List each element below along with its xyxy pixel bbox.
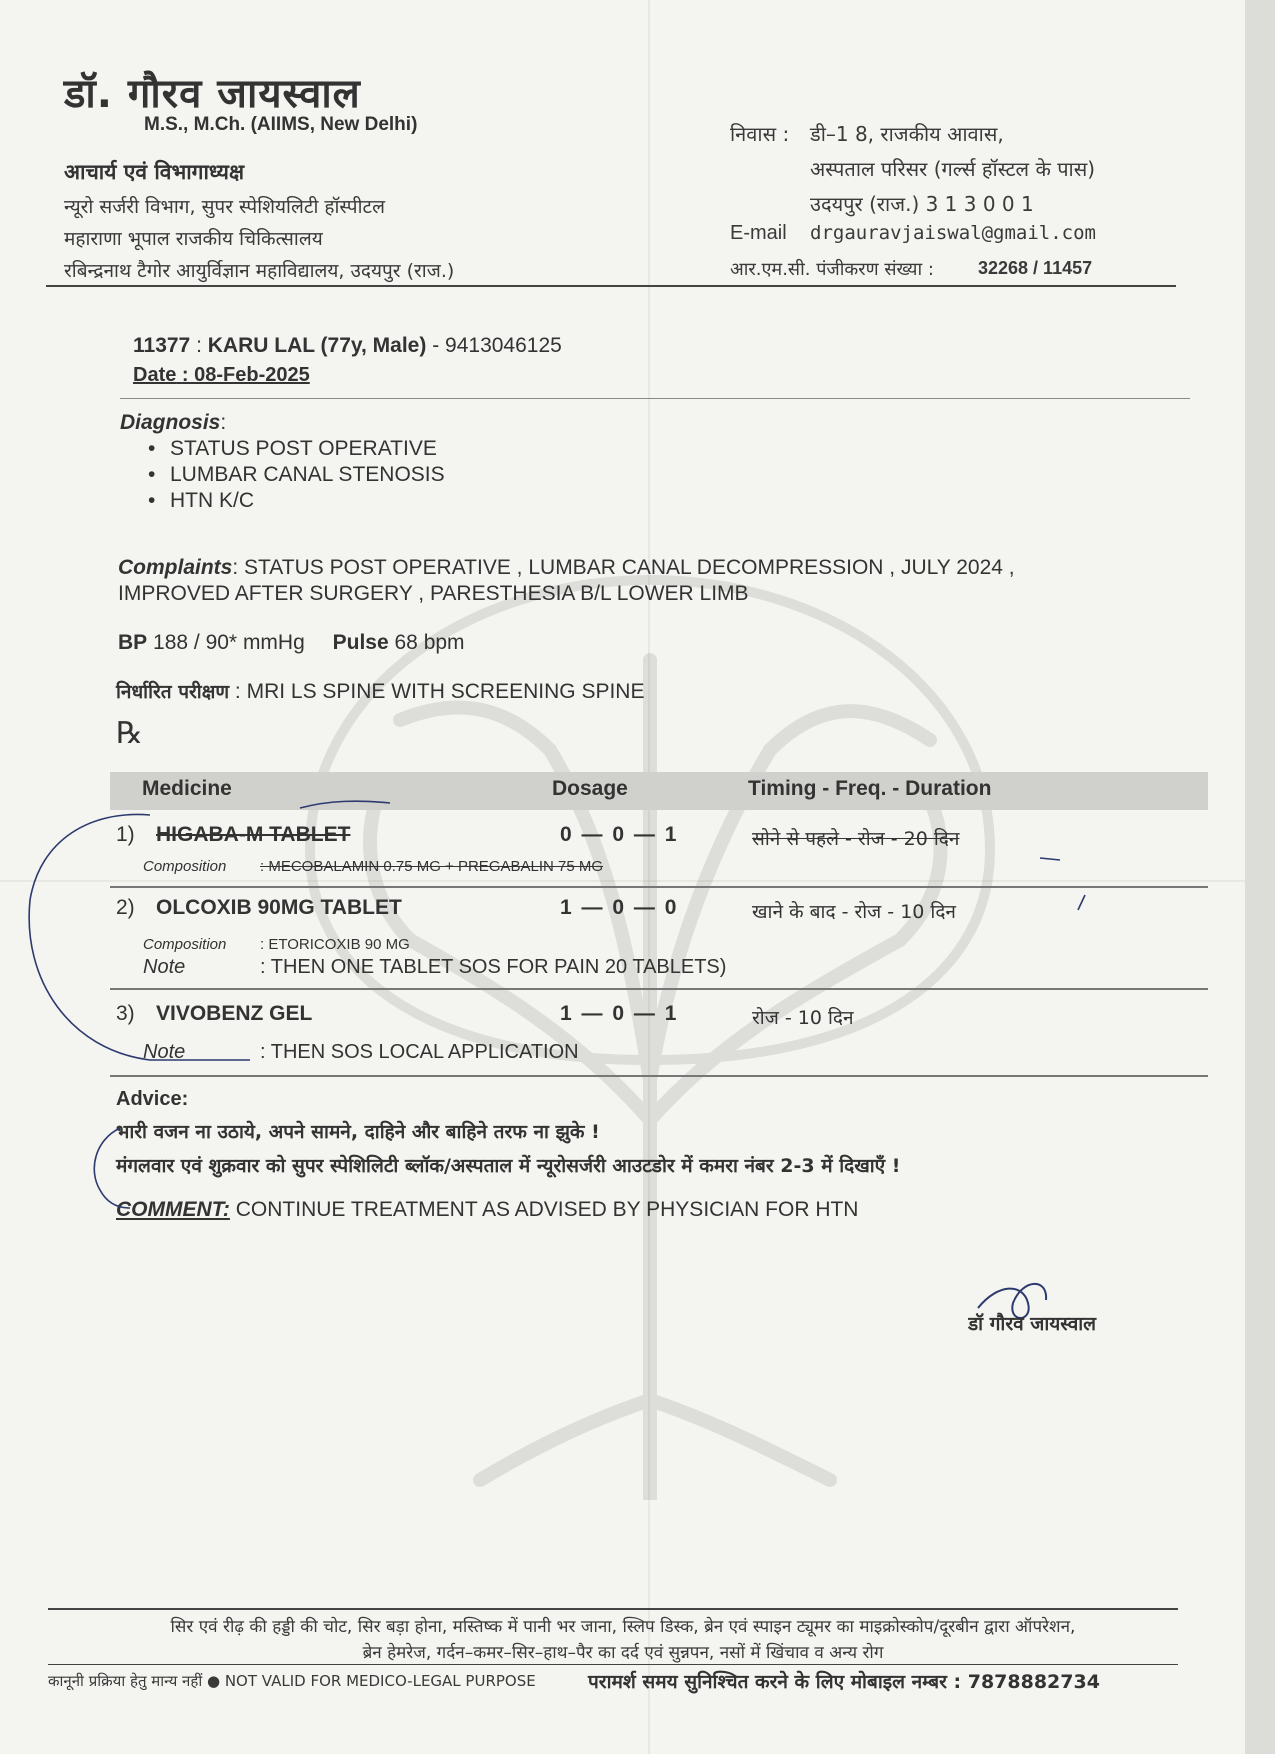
residence-label: निवास : [730,122,790,146]
residence-line-1: डी–1 8, राजकीय आवास, [810,122,1004,146]
registration-label: आर.एम.सी. पंजीकरण संख्या : [730,259,934,280]
medicine-timing: रोज - 10 दिन [752,1007,854,1029]
email-address: drgauravjaiswal@gmail.com [810,222,1096,244]
header-dosage: Dosage [552,777,628,800]
advice-line-2: मंगलवार एवं शुक्रवार को सुपर स्पेशिलिटी ब्लॉक/अस्पताल में न्यूरोसर्जरी आउटडोर में कमरा नंबर 2-3 में दिखाएँ ! [116,1155,901,1177]
footer-services-line-1: सिर एवं रीढ़ की हड्डी की चोट, सिर बड़ा होना, मस्तिष्क में पानी भर जाना, स्लिप डिस्क, ब्रेन एवं स्पाइन ट्यूमर का माइक्रोस्कोप/दूरबीन द्वारा ऑपरेशन, [170,1617,1076,1637]
patient-divider [120,398,1190,399]
residence-line-2: अस्पताल परिसर (गर्ल्स हॉस्टल के पास) [810,157,1096,181]
doctor-title: आचार्य एवं विभागाध्यक्ष [64,160,245,184]
date-value: : 08-Feb-2025 [181,364,310,386]
signature-text: डॉ गौरव जायस्वाल [968,1313,1097,1335]
row-number: 2) [116,896,135,919]
college-name: रबिन्द्रनाथ टैगोर आयुर्विज्ञान महाविद्यालय, उदयपुर (राज.) [64,260,455,282]
footer-services-line-2: ब्रेन हेमरेज, गर्दन–कमर–सिर–हाथ–पैर का दर्द एवं सुन्नपन, नसों में खिंचाव व अन्य रोग [362,1643,884,1663]
medicine-timing: खाने के बाद - रोज - 10 दिन [752,901,956,923]
investigation-value: : MRI LS SPINE WITH SCREENING SPINE [234,680,645,703]
footer-divider [48,1664,1178,1665]
comment [116,1198,858,1222]
row-number: 1) [116,823,135,846]
comment-label: COMMENT: [116,1198,230,1221]
comment-text: CONTINUE TREATMENT AS ADVISED BY PHYSICIAN FOR HTN [229,1198,859,1221]
medicine-name: VIVOBENZ GEL [156,1002,313,1025]
composition-label: Composition [143,936,227,953]
legal-disclaimer: कानूनी प्रक्रिया हेतु मान्य नहीं ● NOT VALID FOR MEDICO-LEGAL PURPOSE [48,1672,536,1690]
medicine-dosage: 1 — 0 — 1 [560,1002,679,1025]
row-divider [110,988,1208,990]
note-value: : THEN SOS LOCAL APPLICATION [260,1041,579,1063]
complaints-text-1: : STATUS POST OPERATIVE , LUMBAR CANAL DECOMPRESSION , JULY 2024 , [232,556,1015,579]
diagnosis-item: • STATUS POST OPERATIVE [148,436,445,462]
diagnosis-item: • LUMBAR CANAL STENOSIS [148,462,445,488]
table-bottom-divider [110,1075,1208,1077]
registration-number: 32268 / 11457 [978,258,1093,278]
bp-value: 188 / 90* mmHg [153,631,305,654]
doctor-qualifications: M.S., M.Ch. (AIIMS, New Delhi) [144,114,418,135]
complaints-line-1 [118,556,1015,580]
composition-label: Composition [143,858,227,875]
vitals [118,631,465,655]
medicine-name: HIGABA-M TABLET [156,823,351,846]
header-medicine: Medicine [142,777,232,800]
patient-info: 11377 : KARU LAL (77y, Male) - 9413046125 [133,334,562,357]
hospital-name: महाराणा भूपाल राजकीय चिकित्सालय [64,228,323,250]
patient-phone: - 9413046125 [432,334,562,357]
header-timing: Timing - Freq. - Duration [748,777,992,800]
investigation-label: निर्धारित परीक्षण [116,681,230,703]
doctor-signature [968,1278,1138,1338]
complaints-line-2: IMPROVED AFTER SURGERY , PARESTHESIA B/L LOWER LIMB [118,582,749,605]
advice-heading: Advice: [116,1088,189,1110]
bp-label: BP [118,631,148,654]
patient-id: 11377 [133,334,191,357]
medicine-dosage: 1 — 0 — 0 [560,896,679,919]
advice-line-1: भारी वजन ना उठाये, अपने सामने, दाहिने और बाहिने तरफ ना झुके ! [116,1121,600,1143]
medicine-table-header [110,772,1208,810]
investigation [116,678,644,704]
diagnosis-label: Diagnosis [120,411,221,434]
medicine-row [110,896,1208,988]
diagnosis-heading: Diagnosis: [120,411,227,434]
doctor-name: डॉ. गौरव जायस्वाल [64,71,361,117]
rx-symbol: ℞ [116,716,143,751]
residence-line-3: उदयपुर (राज.) 3 1 3 0 0 1 [810,192,1034,216]
composition-value: : MECOBALAMIN 0.75 MG + PREGABALIN 75 MG [260,858,604,875]
medicine-timing: सोने से पहले - रोज - 20 दिन [752,828,960,850]
patient-name-age: KARU LAL (77y, Male) [207,334,427,357]
department: न्यूरो सर्जरी विभाग, सुपर स्पेशियलिटी हॉस्पीटल [64,196,385,218]
header-divider [46,285,1176,287]
advice-label: Advice [116,1088,182,1110]
complaints-label: Complaints [118,556,233,579]
note-label: Note [143,1041,186,1063]
diagnosis-item: • HTN K/C [148,488,445,514]
email-label: E-mail [730,222,787,244]
diagnosis-list [148,436,445,514]
medicine-dosage: 0 — 0 — 1 [560,823,679,846]
visit-date [133,364,310,387]
note-label: Note [143,956,186,978]
appointment-contact: परामर्श समय सुनिश्चित करने के लिए मोबाइल नम्बर : 7878882734 [588,1671,1100,1693]
footer-top-divider [48,1608,1178,1610]
row-divider [110,886,1208,888]
row-number: 3) [116,1002,135,1025]
composition-value: : ETORICOXIB 90 MG [260,936,410,953]
pulse-value: 68 bpm [394,631,465,654]
medicine-name: OLCOXIB 90MG TABLET [156,896,402,919]
pulse-label: Pulse [332,631,389,654]
medicine-row [110,820,1208,884]
medicine-row [110,1000,1208,1074]
note-value: : THEN ONE TABLET SOS FOR PAIN 20 TABLETS) [260,956,727,978]
date-label: Date [133,364,177,386]
